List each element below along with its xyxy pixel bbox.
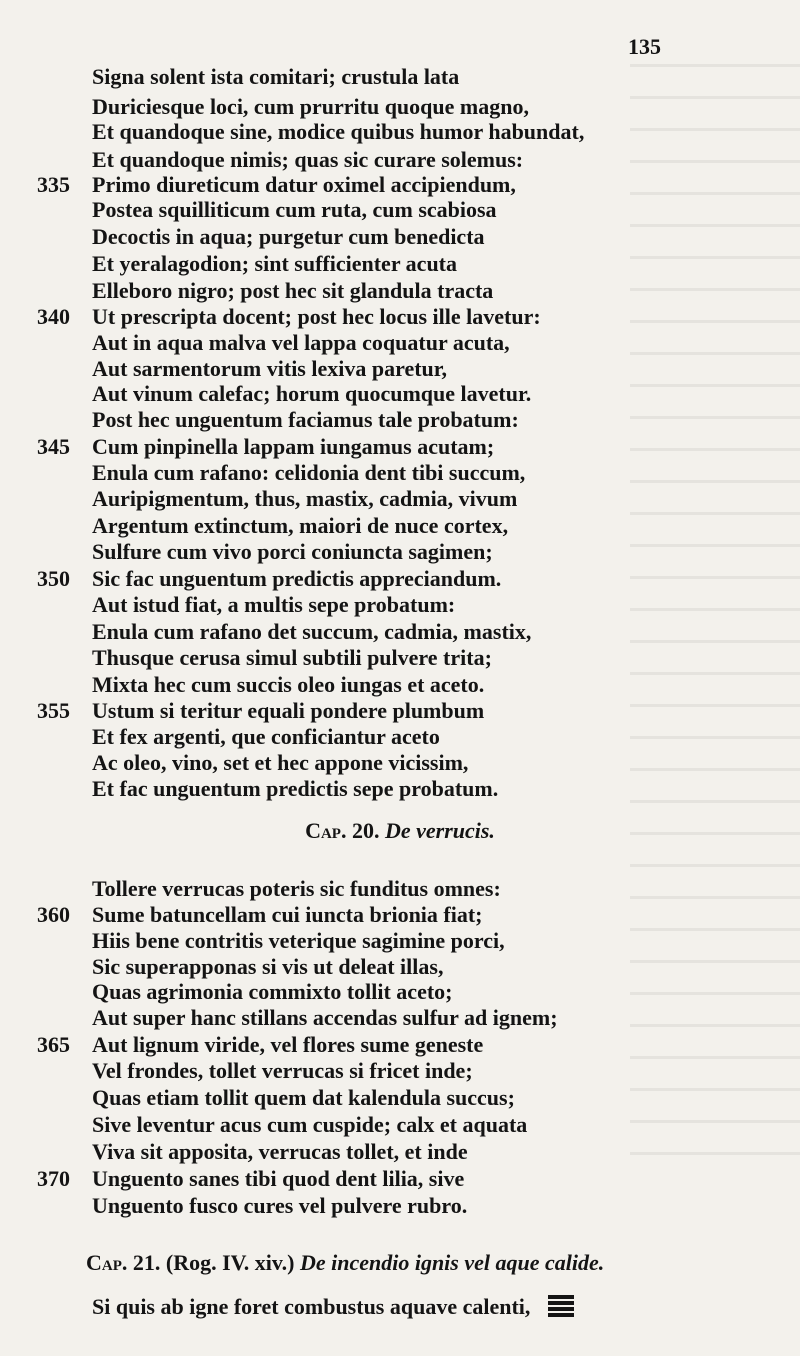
page-number: 135 (628, 34, 661, 59)
chapter-title: De verrucis. (384, 818, 495, 843)
chapter-21-heading (86, 1250, 604, 1276)
verse-line: Si quis ab igne foret combustus aquave calenti, (92, 1294, 574, 1320)
chapter-title: De incendio ignis vel aque calide. (299, 1250, 605, 1275)
chapter-reference: (Rog. IV. xiv.) (165, 1250, 295, 1275)
book-page: 135 Signa solent ista comitari; crustula lata Duriciesque loci, cum prurritu quoque magno, Et quandoque sine, modice quibus humor habundat, Et quandoque nimis; quas sic curare solemus: 335 Primo diureticum datur oximel accipiendum, Postea squilliticum cum ruta, cum scabiosa Decoctis in aqua; purgetur cum benedicta Et yeralagodion; sint sufficienter acuta Elleboro nigro; post hec sit glandula tracta 340 Ut prescripta docent; post hec locus ille lavetur: Aut in aqua malva vel lappa coquatur acuta, Aut sarmentorum vitis lexiva paretur, Aut vinum calefac; horum quocumque lavetur. Post hec unguentum faciamus tale probatum: 345 Cum pinpinella lappam iungamus acutam; Enula cum rafano: celidonia dent tibi succum, Auripigmentum, thus, mastix, cadmia, vivum Argentum extinctum, maiori de nuce cortex, Sulfure cum vivo porci coniuncta sagimen; 350 Sic fac unguentum predictis appreciandum. Aut istud fiat, a multis sepe probatum: Enula cum rafano det succum, cadmia, mastix, Thusque cerusa simul subtili pulvere trita; Mixta hec cum succis oleo iungas et aceto. 355 Ustum si teritur equali pondere plumbum Et fex argenti, que conficiantur aceto Ac oleo, vino, set et hec appone vicissim, Et fac unguentum predictis sepe probatum. Cap. 20. De verrucis. Tollere verrucas poteris sic funditus omnes: 360 Sume batuncellam cui iuncta brionia fiat; Hiis bene contritis veterique sagimine porci, Sic superapponas si vis ut deleat illas, Quas agrimonia commixto tollit aceto; Aut super hanc stillans accendas sulfur ad ignem; 365 Aut lignum viride, vel flores sume geneste Vel frondes, tollet verrucas si fricet inde; Quas etiam tollit quem dat kalendula succus; Sive leventur acus cum cuspide; calx et aquata Viva sit apposita, verrucas tollet, et inde 370 Unguento sanes tibi quod dent lilia, sive Unguento fusco cures vel pulvere rubro. Cap. 21. (Rog. IV. xiv.) De incendio ignis vel aque calide. Si quis ab igne foret combustus aquave calenti, (0, 0, 800, 1356)
chapter-label: Cap. 21. (86, 1250, 161, 1275)
catchword-mark (548, 1295, 574, 1317)
bleed-through-text (630, 40, 800, 1170)
chapter-label: Cap. 20. (305, 818, 380, 843)
chapter-20-heading (0, 818, 800, 844)
